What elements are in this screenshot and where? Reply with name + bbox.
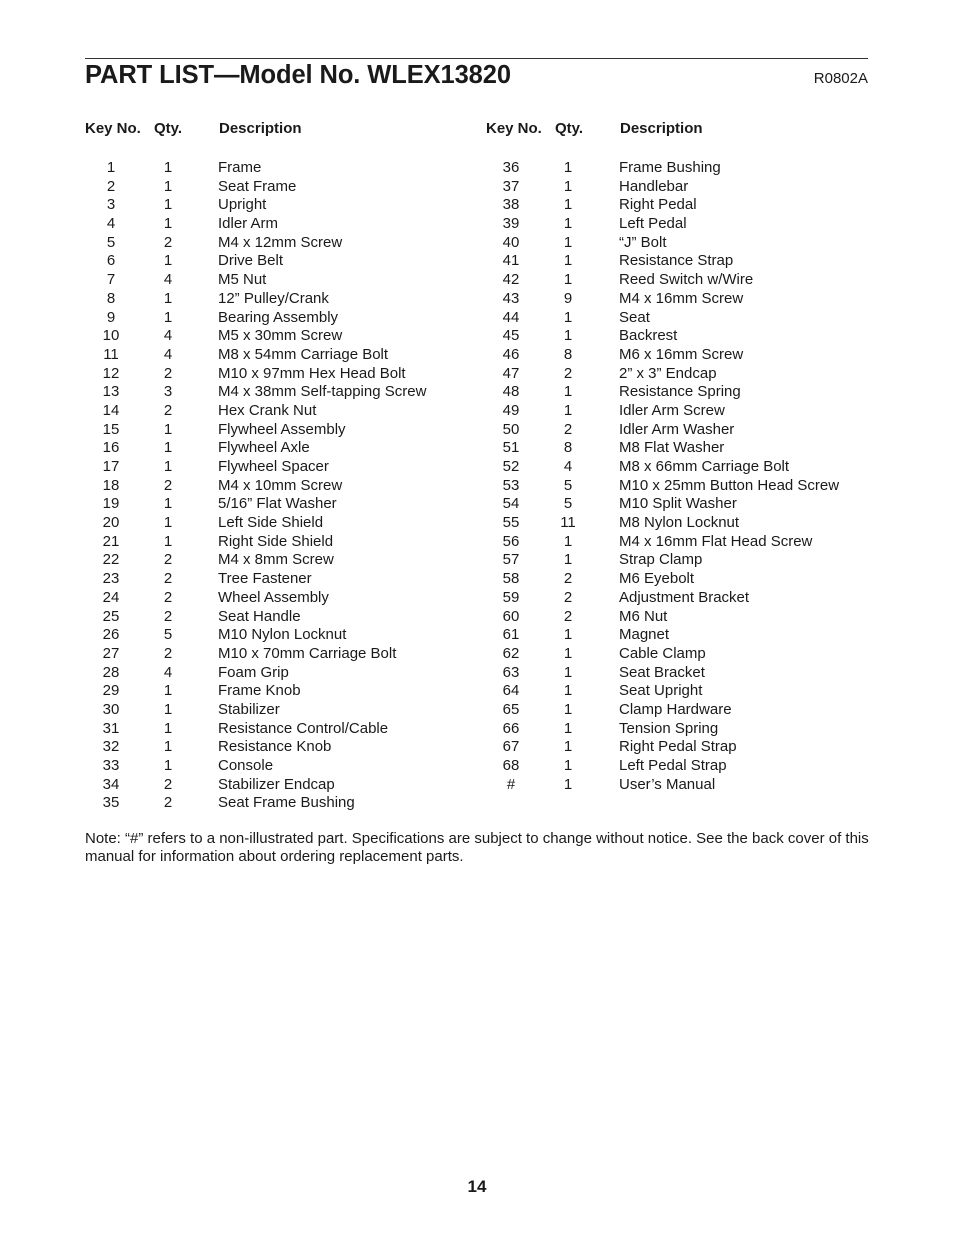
part-description: Flywheel Axle — [218, 439, 310, 457]
table-row — [486, 383, 868, 402]
part-description: Idler Arm Screw — [619, 401, 725, 419]
part-qty: 1 — [563, 757, 573, 774]
part-qty: 1 — [563, 644, 573, 662]
part-description: M8 x 66mm Carriage Bolt — [619, 458, 790, 475]
part-description: Frame — [218, 159, 262, 176]
part-description: M10 Nylon Locknut — [218, 626, 347, 644]
title-rule — [85, 58, 868, 59]
table-row — [486, 346, 868, 365]
table-row — [85, 551, 475, 570]
table-row — [486, 421, 868, 440]
qty-header: Qty. — [555, 120, 584, 137]
part-key: 63 — [502, 663, 520, 681]
part-description: “J” Bolt — [619, 233, 667, 251]
part-description: M10 x 25mm Button Head Screw — [619, 476, 840, 494]
part-key: 17 — [102, 458, 120, 475]
part-description: Strap Clamp — [619, 551, 703, 569]
part-qty: 1 — [163, 757, 173, 774]
part-key: 33 — [102, 757, 120, 774]
part-key: 49 — [502, 401, 520, 419]
part-description: M4 x 10mm Screw — [218, 476, 343, 494]
part-description: Seat Frame Bushing — [218, 794, 355, 812]
table-row — [486, 570, 868, 589]
part-qty: 1 — [563, 383, 573, 401]
part-qty: 5 — [563, 495, 573, 513]
part-key: 51 — [502, 439, 520, 457]
part-description: Stabilizer Endcap — [218, 775, 335, 793]
part-qty: 2 — [563, 570, 573, 588]
part-qty: 1 — [163, 252, 173, 270]
part-key: 4 — [106, 215, 116, 233]
part-description: Resistance Spring — [619, 383, 741, 401]
part-qty: 1 — [563, 401, 573, 419]
part-key: 2 — [106, 177, 116, 195]
part-key: 35 — [102, 794, 120, 812]
table-row — [486, 495, 868, 514]
parts-column-left — [85, 120, 475, 812]
part-qty: 1 — [163, 439, 173, 457]
part-description: M4 x 38mm Self-tapping Screw — [218, 383, 427, 401]
part-description: Handlebar — [619, 177, 689, 195]
table-row — [85, 383, 475, 402]
part-key: 6 — [106, 252, 116, 270]
table-row — [85, 794, 475, 813]
table-row — [85, 645, 475, 664]
part-qty: 1 — [163, 308, 173, 326]
part-qty: 2 — [563, 607, 573, 625]
table-row — [85, 252, 475, 271]
part-key: 46 — [502, 345, 520, 363]
part-description: 12” Pulley/Crank — [218, 289, 329, 307]
table-row — [85, 421, 475, 440]
page-number: 14 — [467, 1177, 487, 1196]
part-qty: 1 — [563, 159, 573, 176]
part-qty: 4 — [563, 458, 573, 475]
part-qty: 2 — [563, 420, 573, 438]
part-description: M10 x 97mm Hex Head Bolt — [218, 364, 406, 382]
part-key: 57 — [502, 551, 520, 569]
footnote: Note: “#” refers to a non-illustrated part. Specifications are subject to change without notice. See the back cover of this manual for information about ordering replacement parts. — [85, 830, 869, 865]
part-key: 14 — [102, 401, 120, 419]
table-row — [486, 309, 868, 328]
document-code: R0802A — [813, 70, 868, 87]
part-qty: 1 — [163, 719, 173, 737]
part-qty: 2 — [163, 233, 173, 251]
part-qty: 1 — [563, 177, 573, 195]
table-row — [85, 720, 475, 739]
part-qty: 4 — [163, 345, 173, 363]
part-key: 27 — [102, 644, 120, 662]
part-description: Backrest — [619, 327, 678, 345]
part-key: 55 — [502, 514, 520, 532]
part-key: 9 — [106, 308, 116, 326]
part-key: 39 — [502, 215, 520, 233]
part-qty: 2 — [163, 364, 173, 382]
part-key: 67 — [502, 738, 520, 756]
key-header: Key No. — [85, 120, 141, 137]
part-description: Tension Spring — [619, 719, 719, 737]
table-row — [85, 309, 475, 328]
part-qty: 1 — [563, 308, 573, 326]
part-key: 5 — [106, 233, 116, 251]
part-qty: 2 — [163, 551, 173, 569]
table-row — [486, 477, 868, 496]
table-row — [85, 178, 475, 197]
table-row — [85, 495, 475, 514]
part-qty: 2 — [563, 588, 573, 606]
part-key: 64 — [502, 682, 520, 700]
part-qty: 1 — [563, 233, 573, 251]
part-qty: 2 — [163, 607, 173, 625]
part-key: 37 — [502, 177, 520, 195]
table-row — [486, 551, 868, 570]
part-qty: 1 — [563, 700, 573, 718]
table-row — [85, 682, 475, 701]
part-key: 62 — [502, 644, 520, 662]
part-qty: 8 — [563, 439, 573, 457]
part-key: 22 — [102, 551, 120, 569]
table-row — [486, 776, 868, 795]
part-key: 60 — [502, 607, 520, 625]
part-description: 2” x 3” Endcap — [619, 364, 717, 382]
part-description: M4 x 12mm Screw — [218, 233, 343, 251]
part-qty: 1 — [163, 532, 173, 550]
part-key: 19 — [102, 495, 120, 513]
part-qty: 2 — [163, 588, 173, 606]
part-key: 36 — [502, 159, 520, 176]
qty-header: Qty. — [154, 120, 183, 137]
page-title: PART LIST—Model No. WLEX13820 — [85, 61, 511, 89]
part-key: 45 — [502, 327, 520, 345]
part-description: Flywheel Spacer — [218, 458, 329, 475]
part-qty: 1 — [563, 775, 573, 793]
part-qty: 5 — [163, 626, 173, 644]
part-qty: 2 — [163, 570, 173, 588]
table-row — [85, 234, 475, 253]
part-key: 58 — [502, 570, 520, 588]
part-qty: 1 — [163, 289, 173, 307]
description-header: Description — [219, 120, 302, 137]
part-qty: 3 — [163, 383, 173, 401]
part-qty: 1 — [163, 495, 173, 513]
part-key: 66 — [502, 719, 520, 737]
part-qty: 1 — [563, 738, 573, 756]
part-description: Tree Fastener — [218, 570, 312, 588]
part-qty: 9 — [563, 289, 573, 307]
table-row — [85, 365, 475, 384]
part-key: 1 — [106, 159, 116, 176]
part-qty: 1 — [563, 551, 573, 569]
part-key: 25 — [102, 607, 120, 625]
part-qty: 11 — [560, 514, 576, 532]
part-description: M8 x 54mm Carriage Bolt — [218, 345, 389, 363]
table-row — [85, 439, 475, 458]
part-key: # — [506, 775, 516, 793]
column-header — [85, 120, 475, 142]
part-description: User’s Manual — [619, 775, 716, 793]
table-row — [486, 215, 868, 234]
part-description: Resistance Control/Cable — [218, 719, 389, 737]
table-row — [85, 215, 475, 234]
part-description: Clamp Hardware — [619, 700, 732, 718]
part-key: 44 — [502, 308, 520, 326]
part-key: 40 — [502, 233, 520, 251]
part-description: Idler Arm — [218, 215, 279, 233]
part-key: 3 — [106, 196, 116, 214]
part-key: 48 — [502, 383, 520, 401]
part-description: Wheel Assembly — [218, 588, 329, 606]
key-header: Key No. — [486, 120, 542, 137]
part-key: 31 — [102, 719, 120, 737]
table-row — [85, 589, 475, 608]
part-description: Upright — [218, 196, 267, 214]
part-qty: 1 — [563, 327, 573, 345]
table-row — [486, 159, 868, 178]
part-qty: 1 — [163, 159, 173, 176]
part-key: 28 — [102, 663, 120, 681]
part-description: Seat Upright — [619, 682, 703, 700]
part-qty: 2 — [163, 476, 173, 494]
part-description: Foam Grip — [218, 663, 289, 681]
part-qty: 1 — [563, 663, 573, 681]
part-key: 21 — [102, 532, 120, 550]
part-key: 7 — [106, 271, 116, 289]
part-key: 26 — [102, 626, 120, 644]
table-row — [85, 701, 475, 720]
part-description: M6 x 16mm Screw — [619, 345, 744, 363]
table-row — [486, 178, 868, 197]
part-description: Frame Knob — [218, 682, 301, 700]
table-row — [85, 196, 475, 215]
part-key: 13 — [102, 383, 120, 401]
table-row — [486, 514, 868, 533]
table-row — [486, 458, 868, 477]
table-row — [486, 645, 868, 664]
part-qty: 1 — [163, 682, 173, 700]
part-key: 38 — [502, 196, 520, 214]
part-qty: 4 — [163, 271, 173, 289]
part-qty: 1 — [163, 700, 173, 718]
table-row — [486, 252, 868, 271]
part-qty: 1 — [163, 215, 173, 233]
description-header: Description — [620, 120, 703, 137]
part-key: 15 — [102, 420, 120, 438]
part-description: M5 x 30mm Screw — [218, 327, 343, 345]
part-key: 41 — [502, 252, 520, 270]
table-row — [85, 346, 475, 365]
part-description: Adjustment Bracket — [619, 588, 750, 606]
part-description: Frame Bushing — [619, 159, 721, 176]
table-row — [85, 290, 475, 309]
parts-list-left — [85, 159, 475, 813]
part-description: Idler Arm Washer — [619, 420, 735, 438]
part-qty: 8 — [563, 345, 573, 363]
part-key: 59 — [502, 588, 520, 606]
part-qty: 1 — [563, 271, 573, 289]
part-description: Seat Handle — [218, 607, 301, 625]
part-description: Cable Clamp — [619, 644, 706, 662]
part-description: M6 Eyebolt — [619, 570, 695, 588]
part-description: Flywheel Assembly — [218, 420, 346, 438]
part-qty: 1 — [563, 196, 573, 214]
parts-column-right — [486, 120, 868, 793]
table-row — [486, 664, 868, 683]
part-description: Resistance Strap — [619, 252, 734, 270]
table-row — [85, 402, 475, 421]
part-key: 18 — [102, 476, 120, 494]
part-qty: 1 — [163, 420, 173, 438]
part-description: Console — [218, 757, 274, 774]
table-row — [486, 701, 868, 720]
part-qty: 1 — [563, 532, 573, 550]
part-description: Hex Crank Nut — [218, 401, 317, 419]
column-header — [486, 120, 868, 142]
part-qty: 2 — [563, 364, 573, 382]
part-key: 12 — [102, 364, 120, 382]
part-key: 52 — [502, 458, 520, 475]
part-qty: 2 — [163, 401, 173, 419]
table-row — [85, 664, 475, 683]
part-qty: 2 — [163, 775, 173, 793]
part-description: Left Pedal — [619, 215, 687, 233]
part-description: M4 x 16mm Screw — [619, 289, 744, 307]
part-description: Seat Bracket — [619, 663, 705, 681]
table-row — [486, 271, 868, 290]
part-key: 42 — [502, 271, 520, 289]
table-row — [486, 234, 868, 253]
table-row — [486, 196, 868, 215]
table-row — [486, 738, 868, 757]
table-row — [486, 439, 868, 458]
table-row — [85, 271, 475, 290]
part-key: 11 — [103, 345, 119, 363]
part-description: M8 Nylon Locknut — [619, 514, 740, 532]
part-key: 54 — [502, 495, 520, 513]
table-row — [85, 608, 475, 627]
part-qty: 1 — [163, 514, 173, 532]
table-row — [486, 626, 868, 645]
table-row — [85, 458, 475, 477]
part-qty: 4 — [163, 327, 173, 345]
part-key: 56 — [502, 532, 520, 550]
part-description: Right Pedal Strap — [619, 738, 737, 756]
part-key: 10 — [102, 327, 120, 345]
part-key: 24 — [102, 588, 120, 606]
table-row — [85, 514, 475, 533]
part-qty: 1 — [163, 458, 173, 475]
table-row — [486, 290, 868, 309]
table-row — [85, 738, 475, 757]
table-row — [85, 570, 475, 589]
table-row — [85, 159, 475, 178]
table-row — [486, 533, 868, 552]
part-key: 43 — [502, 289, 520, 307]
part-description: Reed Switch w/Wire — [619, 271, 754, 289]
table-row — [486, 327, 868, 346]
part-key: 32 — [102, 738, 120, 756]
table-row — [85, 626, 475, 645]
part-qty: 1 — [563, 252, 573, 270]
part-description: M8 Flat Washer — [619, 439, 725, 457]
part-key: 30 — [102, 700, 120, 718]
part-qty: 5 — [563, 476, 573, 494]
part-description: Drive Belt — [218, 252, 284, 270]
table-row — [85, 327, 475, 346]
part-description: M4 x 16mm Flat Head Screw — [619, 532, 813, 550]
table-row — [85, 757, 475, 776]
part-qty: 1 — [563, 215, 573, 233]
table-row — [486, 365, 868, 384]
table-row — [85, 477, 475, 496]
part-key: 20 — [102, 514, 120, 532]
part-key: 16 — [102, 439, 120, 457]
table-row — [486, 682, 868, 701]
part-key: 65 — [502, 700, 520, 718]
part-key: 23 — [102, 570, 120, 588]
part-description: Seat Frame — [218, 177, 297, 195]
part-key: 8 — [106, 289, 116, 307]
table-row — [85, 533, 475, 552]
part-description: Left Pedal Strap — [619, 757, 727, 774]
part-description: Magnet — [619, 626, 670, 644]
part-qty: 2 — [163, 794, 173, 812]
part-qty: 1 — [563, 626, 573, 644]
part-description: M10 Split Washer — [619, 495, 737, 513]
part-key: 34 — [102, 775, 120, 793]
part-key: 53 — [502, 476, 520, 494]
table-row — [85, 776, 475, 795]
part-key: 68 — [502, 757, 520, 774]
part-description: Left Side Shield — [218, 514, 324, 532]
part-qty: 2 — [163, 644, 173, 662]
part-qty: 1 — [163, 738, 173, 756]
part-key: 50 — [502, 420, 520, 438]
part-description: Stabilizer — [218, 700, 280, 718]
part-key: 29 — [102, 682, 120, 700]
part-description: M4 x 8mm Screw — [218, 551, 334, 569]
table-row — [486, 589, 868, 608]
part-description: Bearing Assembly — [218, 308, 339, 326]
part-key: 61 — [502, 626, 520, 644]
part-qty: 1 — [563, 682, 573, 700]
table-row — [486, 402, 868, 421]
part-description: M5 Nut — [218, 271, 267, 289]
table-row — [486, 720, 868, 739]
parts-list-right — [486, 159, 868, 794]
part-description: M10 x 70mm Carriage Bolt — [218, 644, 397, 662]
part-description: M6 Nut — [619, 607, 668, 625]
part-key: 47 — [502, 364, 520, 382]
part-description: Right Pedal — [619, 196, 697, 214]
part-qty: 1 — [563, 719, 573, 737]
part-description: 5/16” Flat Washer — [218, 495, 337, 513]
part-description: Seat — [619, 308, 650, 326]
table-row — [486, 757, 868, 776]
part-qty: 4 — [163, 663, 173, 681]
part-qty: 1 — [163, 177, 173, 195]
part-description: Right Side Shield — [218, 532, 334, 550]
part-qty: 1 — [163, 196, 173, 214]
part-description: Resistance Knob — [218, 738, 332, 756]
table-row — [486, 608, 868, 627]
